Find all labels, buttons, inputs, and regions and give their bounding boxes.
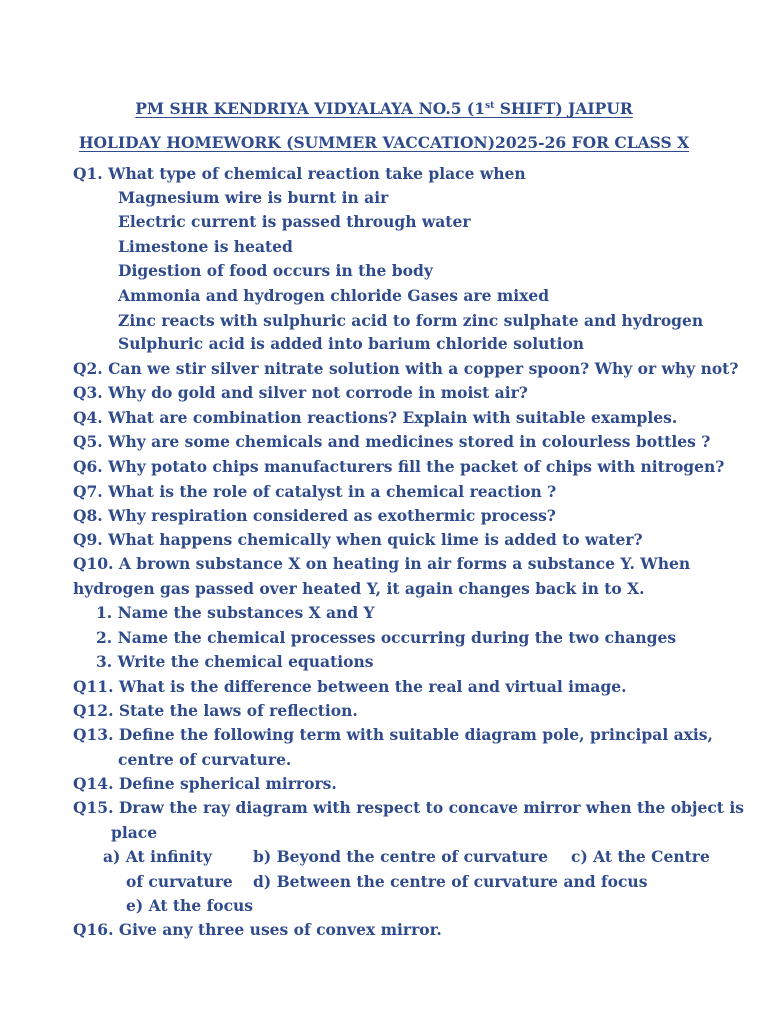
question-10-cont: hydrogen gas passed over heated Y, it again changes back in to X. bbox=[73, 579, 645, 598]
school-name-text: PM SHR KENDRIYA VIDYALAYA NO.5 (1 bbox=[135, 99, 486, 118]
question-12: Q12. State the laws of reflection. bbox=[73, 701, 358, 720]
question-14: Q14. Define spherical mirrors. bbox=[73, 774, 337, 793]
question-15-cont: place bbox=[111, 823, 158, 842]
question-1: Q1. What type of chemical reaction take place when bbox=[73, 164, 526, 183]
q10-item: 3. Write the chemical equations bbox=[96, 652, 374, 671]
question-4: Q4. What are combination reactions? Explain with suitable examples. bbox=[73, 408, 678, 427]
school-name bbox=[0, 99, 768, 119]
school-name-superscript: st bbox=[485, 101, 495, 111]
q15-option-e: e) At the focus bbox=[126, 896, 254, 915]
q15-option-c: c) At the Centre bbox=[571, 847, 710, 866]
q1-item: Digestion of food occurs in the body bbox=[118, 261, 433, 280]
q15-option-b: b) Beyond the centre of curvature bbox=[253, 847, 548, 866]
question-3: Q3. Why do gold and silver not corrode in moist air? bbox=[73, 383, 528, 402]
question-13: Q13. Define the following term with suitable diagram pole, principal axis, bbox=[73, 725, 713, 744]
question-13-cont: centre of curvature. bbox=[118, 750, 292, 769]
question-6: Q6. Why potato chips manufacturers fill the packet of chips with nitrogen? bbox=[73, 457, 725, 476]
q15-option-d: d) Between the centre of curvature and focus bbox=[253, 872, 648, 891]
question-7: Q7. What is the role of catalyst in a chemical reaction ? bbox=[73, 482, 557, 501]
question-11: Q11. What is the difference between the real and virtual image. bbox=[73, 677, 627, 696]
q15-option-a: a) At infinity bbox=[103, 847, 212, 866]
q10-item: 2. Name the chemical processes occurring during the two changes bbox=[96, 628, 677, 647]
q10-item: 1. Name the substances X and Y bbox=[96, 603, 375, 622]
question-2: Q2. Can we stir silver nitrate solution with a copper spoon? Why or why not? bbox=[73, 359, 739, 378]
school-name-text-end: SHIFT) JAIPUR bbox=[494, 99, 633, 118]
question-15: Q15. Draw the ray diagram with respect to concave mirror when the object is bbox=[73, 798, 744, 817]
q1-item: Ammonia and hydrogen chloride Gases are mixed bbox=[118, 286, 550, 305]
question-5: Q5. Why are some chemicals and medicines stored in colourless bottles ? bbox=[73, 432, 711, 451]
q1-item: Limestone is heated bbox=[118, 237, 293, 256]
question-16: Q16. Give any three uses of convex mirror. bbox=[73, 920, 442, 939]
q1-item: Electric current is passed through water bbox=[118, 212, 471, 231]
page-title: HOLIDAY HOMEWORK (SUMMER VACCATION)2025-26 FOR CLASS X bbox=[78, 133, 690, 152]
question-10: Q10. A brown substance X on heating in air forms a substance Y. When bbox=[73, 554, 691, 573]
q15-option-c-cont: of curvature bbox=[126, 872, 233, 891]
q1-item: Zinc reacts with sulphuric acid to form zinc sulphate and hydrogen bbox=[118, 311, 704, 330]
q1-item: Sulphuric acid is added into barium chloride solution bbox=[118, 334, 585, 353]
question-9: Q9. What happens chemically when quick lime is added to water? bbox=[73, 530, 643, 549]
question-8: Q8. Why respiration considered as exothermic process? bbox=[73, 506, 556, 525]
q1-item: Magnesium wire is burnt in air bbox=[118, 188, 389, 207]
